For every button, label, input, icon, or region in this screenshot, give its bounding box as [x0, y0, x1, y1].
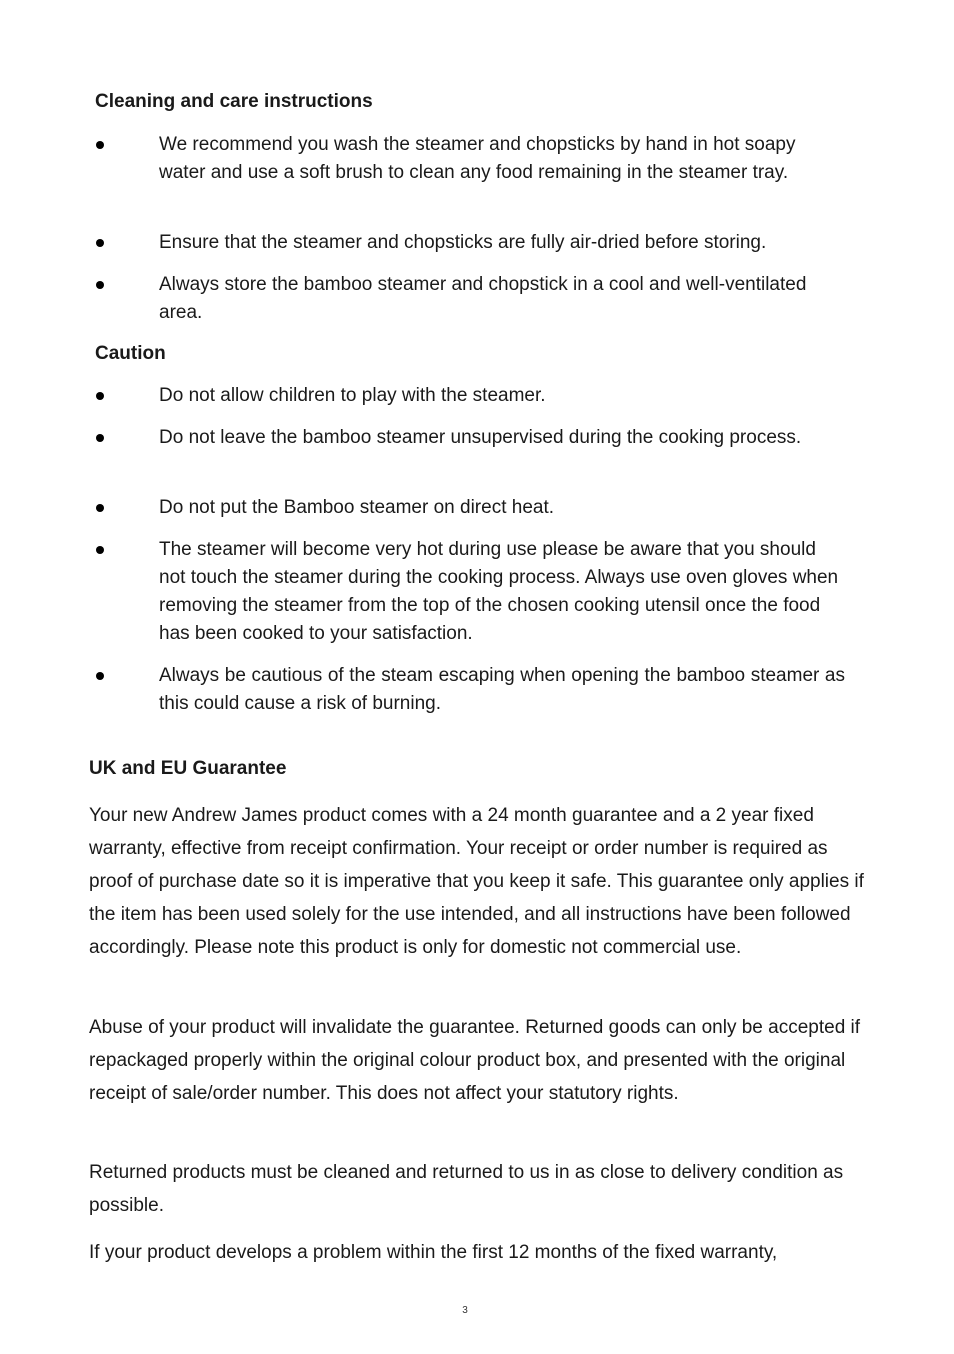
- list-item-text: We recommend you wash the steamer and chopsticks by hand in hot soapy water and use a soft brush to clean any food remaining in the steamer tray.: [159, 134, 796, 183]
- caution-heading: Caution: [95, 343, 166, 364]
- guarantee-paragraph: Returned products must be cleaned and returned to us in as close to delivery condition as possible.: [89, 1162, 844, 1216]
- guarantee-paragraph: Your new Andrew James product comes with a 24 month guarantee and a 2 year fixed warranty, effective from receipt confirmation. Your receipt or order number is required as proof of purchase date so it is imperative that you keep it safe. This guarantee only applies if the item has been used solely for the use intended, and all instructions have been followed accordingly. Please note this product is only for domestic not commercial use.: [89, 805, 864, 958]
- cleaning-heading: Cleaning and care instructions: [95, 91, 373, 112]
- bullet-icon: [96, 672, 104, 680]
- guarantee-paragraph: If your product develops a problem within the first 12 months of the fixed warranty,: [89, 1242, 778, 1263]
- list-item-text: Always be cautious of the steam escaping when opening the bamboo steamer as this could cause a risk of burning.: [159, 665, 845, 714]
- list-item-text: Always store the bamboo steamer and chopstick in a cool and well-ventilated area.: [159, 274, 807, 323]
- list-item-text: The steamer will become very hot during use please be aware that you should not touch the steamer during the cooking process. Always use oven gloves when removing the steamer from the top of the chosen cooking utensil once the food has been cooked to your satisfaction.: [159, 539, 839, 644]
- list-item-text: Do not leave the bamboo steamer unsupervised during the cooking process.: [159, 427, 802, 448]
- bullet-icon: [96, 504, 104, 512]
- bullet-icon: [96, 141, 104, 149]
- bullet-icon: [96, 392, 104, 400]
- bullet-icon: [96, 434, 104, 442]
- guarantee-paragraph: Abuse of your product will invalidate the guarantee. Returned goods can only be accepted if repackaged properly within the original colour product box, and presented with the original receipt of sale/order number. This does not affect your statutory rights.: [89, 1017, 861, 1104]
- bullet-icon: [96, 239, 104, 247]
- page-number: 3: [462, 1305, 468, 1316]
- list-item-text: Do not allow children to play with the steamer.: [159, 385, 546, 406]
- bullet-icon: [96, 546, 104, 554]
- bullet-icon: [96, 281, 104, 289]
- list-item-text: Do not put the Bamboo steamer on direct heat.: [159, 497, 555, 518]
- list-item-text: Ensure that the steamer and chopsticks are fully air-dried before storing.: [159, 232, 767, 253]
- guarantee-heading: UK and EU Guarantee: [89, 758, 287, 779]
